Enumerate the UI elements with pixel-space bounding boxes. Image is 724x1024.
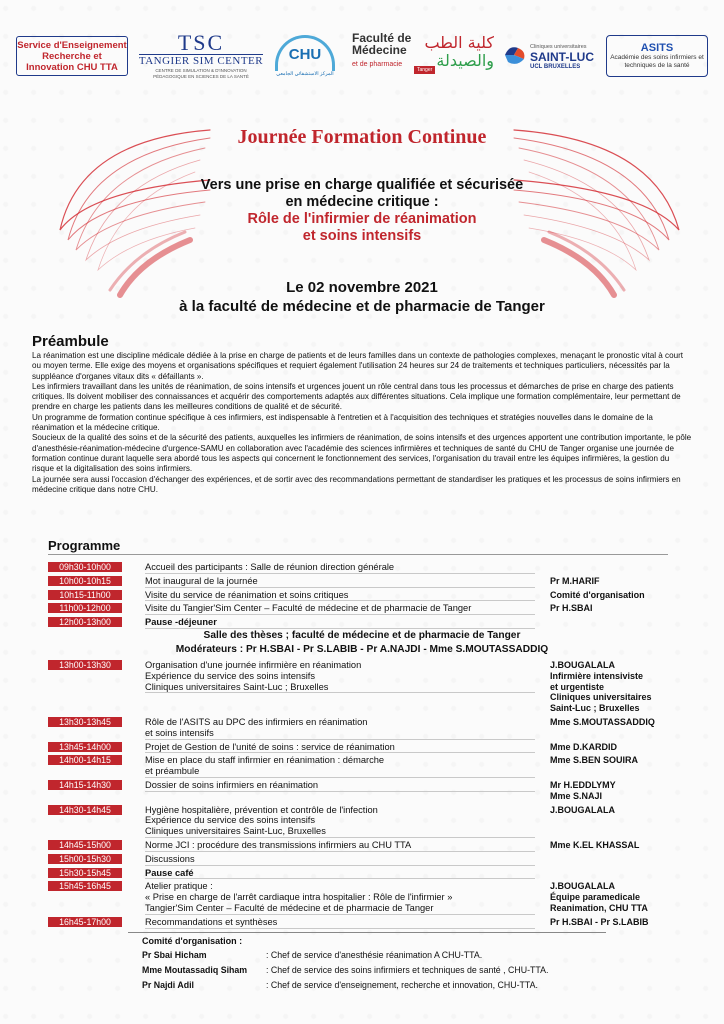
- programme-row-underline: [145, 777, 535, 778]
- programme-speaker: [550, 755, 690, 766]
- programme-description-line: Norme JCI : procédure des transmissions infirmiers au CHU TTA: [145, 840, 412, 850]
- programme-time-badge: 16h45-17h00: [48, 917, 122, 927]
- programme-description: [145, 780, 535, 791]
- tsc-tagline: CENTRE DE SIMULATION & D'INNOVATION PÉDAGOGIQUE EN SCIENCES DE LA SANTÉ: [153, 68, 249, 79]
- programme-speaker-line: J.BOUGALALA: [550, 804, 615, 815]
- programme-row-underline: [145, 600, 535, 601]
- programme-description-line: Projet de Gestion de l'unité de soins : service de réanimation: [145, 741, 395, 752]
- faculty-line-3: et de pharmacie: [352, 61, 403, 68]
- programme-row-underline: [145, 878, 535, 879]
- member-role: : Chef de service des soins infirmiers et techniques de santé , CHU-TTA.: [266, 965, 549, 975]
- programme-row-underline: [145, 851, 535, 852]
- programme-description-line: et soins intensifs: [145, 727, 214, 738]
- programme-description-line: Recommandations et synthèses: [145, 916, 278, 927]
- programme-speaker: [550, 840, 690, 851]
- programme-description: [145, 717, 535, 739]
- saint-luc-text: [530, 42, 594, 72]
- programme-speaker-line: J.BOUGALALA: [550, 660, 615, 670]
- programme-row-underline: [145, 791, 535, 792]
- programme-speaker: [550, 603, 690, 614]
- member-name: Mme Moutassadiq Siham: [142, 965, 248, 975]
- programme-description: [145, 590, 535, 601]
- programme-description-line: Hygiène hospitalière, prévention et contrôle de l'infection: [145, 804, 378, 815]
- member-name: Pr Najdi Adil: [142, 980, 194, 990]
- programme-description-line: Pause café: [145, 867, 194, 878]
- tsc-monogram: TSC: [177, 30, 225, 55]
- asits-logo: [606, 35, 708, 77]
- saint-luc-line-3: UCL BRUXELLES: [530, 64, 581, 70]
- programme-time-badge: 10h15-11h00: [48, 590, 122, 600]
- organizing-committee: [128, 930, 608, 996]
- programme-row-underline: [145, 573, 535, 574]
- programme-description-line: Visite du service de réanimation et soins critiques: [145, 589, 349, 600]
- programme-row-underline: [145, 614, 535, 615]
- programme-description-line: Pause -déjeuner: [145, 617, 217, 628]
- programme-description-line: Mise en place du staff infirmier en réanimation : démarche: [145, 755, 385, 766]
- programme-moderators: Modérateurs : Pr H.SBAI - Pr S.LABIB - Pr A.NAJDI - Mme S.MOUTASSADDIQ: [175, 644, 549, 655]
- programme-speaker: [550, 917, 690, 928]
- preamble-paragraph: La réanimation est une discipline médicale dédiée à la prise en charge de patients et de leurs familles dans un contexte de pathologies complexes, menaçant le pronostic vital à court ou moyen terme. Elle exige des moyens et organisations spécifiques et requiert également l'utilisation 24 heures sur 24 de traitements et techniques particuliers, nécessités par la suppléance d'organes vitaux dits « défaillants ».: [32, 351, 684, 381]
- programme-speaker-line: Mme S.BEN SOUIRA: [550, 755, 639, 766]
- event-date: Le 02 novembre 2021: [286, 279, 438, 296]
- programme-time-badge: 14h00-14h15: [48, 755, 122, 765]
- programme-time-badge: 13h00-13h30: [48, 660, 122, 670]
- programme-speaker-line: Mr H.EDDLYMY: [550, 780, 616, 790]
- programme-description: [145, 868, 535, 879]
- programme-speaker-line: Comité d'organisation: [550, 589, 645, 600]
- programme-description-line: Accueil des participants : Salle de réunion direction générale: [145, 562, 395, 572]
- programme-description-line: Expérience du service des soins intensifs: [145, 815, 316, 826]
- programme-description-line: Atelier pratique :: [145, 881, 213, 892]
- programme-time-badge: 11h00-12h00: [48, 603, 122, 613]
- chu-logo: [264, 30, 346, 82]
- programme-description-line: et préambule: [145, 766, 200, 777]
- programme-description-line: Expérience du service des soins intensifs: [145, 670, 316, 681]
- programme-row-underline: [145, 739, 535, 740]
- programme-speaker-line: Infirmière intensiviste: [550, 670, 644, 681]
- programme-heading: Programme: [48, 538, 121, 553]
- programme-time-badge: 15h00-15h30: [48, 854, 122, 864]
- subtitle-line-1: Vers une prise en charge qualifiée et sécurisée: [200, 177, 524, 193]
- subtitle-line-2: en médecine critique :: [285, 194, 439, 210]
- programme-row-underline: [145, 692, 535, 693]
- programme-description: [145, 881, 535, 913]
- programme-time-badge: 15h45-16h45: [48, 881, 122, 891]
- programme-speaker-line: Cliniques universitaires: [550, 692, 652, 703]
- programme-time-badge: 13h45-14h00: [48, 742, 122, 752]
- programme-speaker: [550, 881, 690, 913]
- programme-description: [145, 562, 535, 573]
- event-date-place: [0, 278, 724, 316]
- faculty-city-tag: Tanger: [414, 66, 435, 74]
- programme-divider: [48, 554, 668, 555]
- programme-description: [145, 854, 535, 865]
- programme-time-badge: 14h15-14h30: [48, 780, 122, 790]
- programme-speaker: [550, 660, 690, 714]
- member-role: : Chef de service d'anesthésie réanimation A CHU-TTA.: [266, 950, 483, 960]
- programme-row-underline: [145, 928, 535, 929]
- saint-luc-line-1: Cliniques universitaires: [530, 44, 587, 50]
- programme-speaker-line: Mme K.EL KHASSAL: [550, 840, 640, 850]
- tsc-name: TANGIER SIM CENTER: [138, 55, 264, 67]
- programme-speaker: [550, 780, 690, 802]
- programme-time-badge: 14h45-15h00: [48, 840, 122, 850]
- preamble-paragraph: La journée sera aussi l'occasion d'échanger des expériences, et de sortir avec des recommandations permettant de standardiser les pratiques et les processus de soins infirmiers en médecine critique dans notre CHU.: [32, 474, 681, 494]
- member-role: : Chef de service d'enseignement, recherche et innovation, CHU-TTA.: [266, 980, 538, 990]
- preamble-paragraph: Un programme de formation continue spécifique à ces infirmiers, est indispensable à l'entretien et à l'acquisition des techniques et stratégies nouvelles dans le domaine de la réanimation et la médecine critique.: [32, 412, 653, 433]
- programme-description: [145, 840, 535, 851]
- programme-description: [145, 603, 535, 614]
- tangier-sim-center-logo: [138, 30, 264, 82]
- preamble-paragraph: Les infirmiers travaillant dans les unités de réanimation, de soins intensifs et urgences jouent un rôle central dans tous les processus et démarches de prise en charge des patients critiques. Ils doivent mobiliser des connaissances et acquérir des comportements adaptés aux différentes situations. Cela implique une formation complémentaire, leur permettant de prendre en charge les patients dans les meilleures conditions de qualité et de sécurité.: [32, 381, 681, 412]
- programme-description: [145, 617, 535, 628]
- faculty-french-name: [352, 32, 411, 71]
- programme-description-line: Tangier'Sim Center – Faculté de médecine et de pharmacie de Tanger: [145, 902, 434, 913]
- programme-speaker-line: Mme D.KARDID: [550, 741, 618, 752]
- programme-speaker: [550, 742, 690, 753]
- preamble-heading: Préambule: [32, 333, 109, 350]
- programme-speaker-line: Reanimation, CHU TTA: [550, 902, 648, 913]
- faculty-arabic-name: [424, 34, 494, 70]
- programme-speaker-line: Équipe paramedicale: [550, 892, 641, 903]
- programme-description-line: Discussions: [145, 853, 195, 864]
- programme-speaker: [550, 717, 690, 728]
- event-subtitle: [0, 177, 724, 245]
- programme-time-badge: 10h00-10h15: [48, 576, 122, 586]
- committee-title: Comité d'organisation :: [142, 936, 243, 946]
- programme-speaker: [550, 805, 690, 816]
- event-title: Journée Formation Continue: [237, 126, 487, 148]
- programme-speaker-line: et urgentiste: [550, 681, 605, 692]
- partner-logos: [16, 30, 708, 82]
- faculty-line-1: Faculté de: [352, 31, 412, 45]
- programme-row-underline: [145, 914, 535, 915]
- programme-description: [145, 805, 535, 837]
- programme-speaker-line: Mme S.MOUTASSADDIQ: [550, 717, 655, 727]
- programme-time-badge: 09h30-10h00: [48, 562, 122, 572]
- preamble-paragraph: Soucieux de la qualité des soins et de la sécurité des patients, auxquelles les infirmiers de réanimation, de soins intensifs et des urgences apportent une contribution importante, le pôle d'anesthésie-réanimation-médecine d'urgence-SAMU en collaboration avec l'académie des sciences infirmières et techniques de santé du CHU de Tanger organise une journée de formation continue durant laquelle sera abordé tous les aspects qui concernent le fonctionnement des services, l'organisation du travail entre les équipes infirmières, la gestion du risque et la digitalisation des soins infirmiers.: [32, 433, 692, 474]
- programme-description-line: Cliniques universitaires Saint-Luc ; Bruxelles: [145, 681, 329, 692]
- programme-speaker: [550, 590, 690, 601]
- faculty-line-2: Médecine: [352, 43, 407, 57]
- programme-speaker-line: Mme S.NAJI: [550, 790, 603, 801]
- programme-time-badge: 15h30-15h45: [48, 868, 122, 878]
- programme-time-badge: 14h30-14h45: [48, 805, 122, 815]
- programme-description: [145, 755, 535, 777]
- programme-speaker-line: J.BOUGALALA: [550, 881, 615, 892]
- programme-description-line: Rôle de l'ASITS au DPC des infirmiers en réanimation: [145, 717, 368, 727]
- programme-time-badge: 12h00-13h00: [48, 617, 122, 627]
- programme-row-underline: [145, 752, 535, 753]
- subtitle-line-4: et soins intensifs: [302, 228, 422, 244]
- programme-speaker: [550, 576, 690, 587]
- programme-description-line: Cliniques universitaires Saint-Luc, Bruxelles: [145, 826, 326, 837]
- programme-row-underline: [145, 865, 535, 866]
- programme-speaker-line: Saint-Luc ; Bruxelles: [550, 703, 640, 714]
- asits-title: ASITS: [640, 42, 674, 54]
- programme-description-line: Organisation d'une journée infirmière en réanimation: [145, 660, 362, 670]
- faculty-arabic-line-2: والصيدلة: [436, 51, 494, 70]
- programme-description: [145, 742, 535, 753]
- saint-luc-line-2: SAINT-LUC: [530, 50, 594, 64]
- programme-row-underline: [145, 587, 535, 588]
- saint-luc-logo: [500, 30, 608, 82]
- saint-luc-mark-icon: [502, 42, 528, 68]
- programme-room: Salle des thèses ; faculté de médecine et de pharmacie de Tanger: [203, 630, 521, 641]
- programme-description: [145, 576, 535, 587]
- programme-speaker-line: Pr H.SBAI - Pr S.LABIB: [550, 916, 649, 927]
- chu-arabic-name: المركز الاستشفائي الجامعي: [276, 71, 334, 77]
- programme-description-line: Visite du Tangier'Sim Center – Faculté de médecine et de pharmacie de Tanger: [145, 603, 472, 614]
- chu-arch-icon: [275, 35, 335, 71]
- event-place: à la faculté de médecine et de pharmacie de Tanger: [179, 298, 545, 315]
- programme-speaker-line: Pr M.HARIF: [550, 575, 600, 586]
- programme-description: [145, 917, 535, 928]
- programme-description-line: Dossier de soins infirmiers en réanimation: [145, 780, 319, 790]
- sei-logo: Service d'Enseignement Recherche et Innovation CHU TTA: [16, 36, 128, 76]
- programme-time-badge: 13h30-13h45: [48, 717, 122, 727]
- programme-description-line: Mot inaugural de la journée: [145, 575, 258, 586]
- programme-speaker-line: Pr H.SBAI: [550, 603, 593, 614]
- member-name: Pr Sbai Hicham: [142, 950, 207, 960]
- faculty-arabic-line-1: كلية الطب: [424, 33, 494, 52]
- chu-text: CHU: [288, 46, 322, 63]
- programme-row-underline: [145, 837, 535, 838]
- subtitle-line-3: Rôle de l'infirmier de réanimation: [247, 211, 477, 227]
- faculty-medicine-logo: [348, 30, 496, 82]
- programme-description: [145, 660, 535, 692]
- asits-subtitle: Académie des soins infirmiers et techniques de la santé: [610, 54, 704, 69]
- programme-description-line: « Prise en charge de l'arrêt cardiaque intra hospitalier : Rôle de l'infirmier »: [145, 892, 453, 903]
- programme-row-underline: [145, 628, 535, 629]
- preamble-text: [32, 351, 692, 495]
